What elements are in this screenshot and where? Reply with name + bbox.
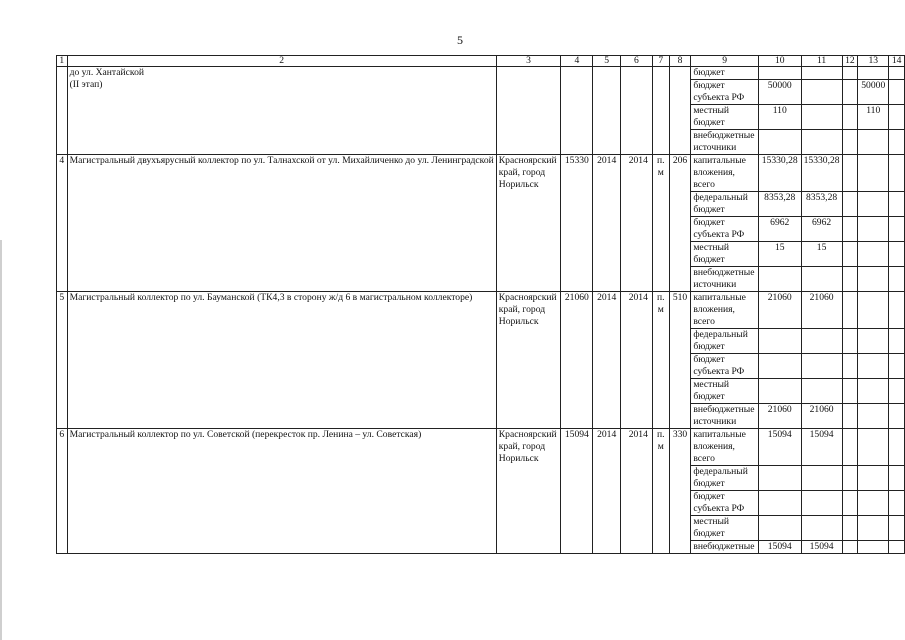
- value-col14: [889, 267, 905, 292]
- capacity: 15094: [561, 429, 593, 554]
- investment-table: [56, 55, 905, 554]
- capacity: 21060: [561, 292, 593, 429]
- quantity: 510: [669, 292, 691, 429]
- object-name: до ул. Хантайской (II этап): [67, 67, 496, 155]
- funding-source: местный бюджет: [691, 516, 759, 541]
- value-col13: [858, 192, 889, 217]
- start-year: 2014: [593, 292, 621, 429]
- value-col13: [858, 354, 889, 379]
- unit: п. м: [652, 292, 669, 429]
- value-col11: [801, 354, 842, 379]
- funding-source: местный бюджет: [691, 379, 759, 404]
- value-col13: [858, 429, 889, 466]
- funding-source: федеральный бюджет: [691, 466, 759, 491]
- value-col14: [889, 541, 905, 554]
- value-col10: [758, 130, 801, 155]
- funding-source: внебюджетные источники: [691, 404, 759, 429]
- quantity: 206: [669, 155, 691, 292]
- col-header: 9: [691, 56, 759, 67]
- start-year: 2014: [593, 155, 621, 292]
- value-col14: [889, 429, 905, 466]
- value-col11: [801, 105, 842, 130]
- value-col14: [889, 329, 905, 354]
- value-col10: 15: [758, 242, 801, 267]
- col-header: 2: [67, 56, 496, 67]
- value-col13: [858, 516, 889, 541]
- col-header: 1: [57, 56, 68, 67]
- value-col14: [889, 80, 905, 105]
- value-col14: [889, 354, 905, 379]
- value-col13: 50000: [858, 80, 889, 105]
- value-col13: [858, 541, 889, 554]
- funding-source: бюджет субъекта РФ: [691, 80, 759, 105]
- table-row: [57, 292, 905, 329]
- value-col13: [858, 130, 889, 155]
- value-col11: 15094: [801, 429, 842, 466]
- funding-source: капитальные вложения, всего: [691, 155, 759, 192]
- value-col11: [801, 67, 842, 80]
- object-name: Магистральный двухъярусный коллектор по ул. Талнахской от ул. Михайличенко до ул. Ленинградской: [67, 155, 496, 292]
- funding-source: капитальные вложения, всего: [691, 292, 759, 329]
- value-col11: 21060: [801, 404, 842, 429]
- value-col11: [801, 466, 842, 491]
- value-col10: 8353,28: [758, 192, 801, 217]
- value-col10: 6962: [758, 217, 801, 242]
- table-row: [57, 429, 905, 466]
- value-col12: [842, 541, 858, 554]
- col-header: 3: [496, 56, 561, 67]
- funding-source: внебюджетные: [691, 541, 759, 554]
- col-header: 6: [620, 56, 652, 67]
- funding-source: бюджет субъекта РФ: [691, 491, 759, 516]
- col-header: 13: [858, 56, 889, 67]
- item-number: [57, 67, 68, 155]
- value-col10: [758, 354, 801, 379]
- value-col10: [758, 379, 801, 404]
- value-col12: [842, 329, 858, 354]
- value-col11: 21060: [801, 292, 842, 329]
- value-col14: [889, 466, 905, 491]
- value-col14: [889, 379, 905, 404]
- end-year: 2014: [620, 429, 652, 554]
- unit: п. м: [652, 155, 669, 292]
- value-col13: [858, 242, 889, 267]
- funding-source: капитальные вложения, всего: [691, 429, 759, 466]
- value-col12: [842, 67, 858, 80]
- value-col14: [889, 217, 905, 242]
- value-col14: [889, 242, 905, 267]
- value-col14: [889, 130, 905, 155]
- value-col14: [889, 516, 905, 541]
- value-col13: [858, 404, 889, 429]
- value-col13: [858, 466, 889, 491]
- value-col11: [801, 130, 842, 155]
- value-col14: [889, 105, 905, 130]
- value-col10: 21060: [758, 404, 801, 429]
- value-col12: [842, 105, 858, 130]
- value-col11: [801, 329, 842, 354]
- funding-source: местный бюджет: [691, 242, 759, 267]
- col-header: 10: [758, 56, 801, 67]
- value-col11: 6962: [801, 217, 842, 242]
- col-header: 4: [561, 56, 593, 67]
- item-number: 4: [57, 155, 68, 292]
- value-col12: [842, 429, 858, 466]
- value-col12: [842, 354, 858, 379]
- funding-source: внебюджетные источники: [691, 130, 759, 155]
- value-col11: [801, 516, 842, 541]
- table-row: [57, 155, 905, 192]
- value-col10: 15094: [758, 541, 801, 554]
- end-year: 2014: [620, 292, 652, 429]
- value-col11: [801, 80, 842, 105]
- value-col11: [801, 491, 842, 516]
- item-number: 5: [57, 292, 68, 429]
- value-col12: [842, 217, 858, 242]
- funding-source: бюджет субъекта РФ: [691, 354, 759, 379]
- value-col10: 21060: [758, 292, 801, 329]
- value-col11: [801, 379, 842, 404]
- capacity: [561, 67, 593, 155]
- value-col12: [842, 267, 858, 292]
- value-col11: [801, 267, 842, 292]
- end-year: [620, 67, 652, 155]
- value-col12: [842, 516, 858, 541]
- start-year: [593, 67, 621, 155]
- value-col13: [858, 379, 889, 404]
- item-number: 6: [57, 429, 68, 554]
- value-col14: [889, 292, 905, 329]
- col-header: 5: [593, 56, 621, 67]
- object-name: Магистральный коллектор по ул. Бауманской (ТК4,3 в сторону ж/д 6 в магистральном коллекторе): [67, 292, 496, 429]
- value-col12: [842, 491, 858, 516]
- value-col12: [842, 242, 858, 267]
- value-col10: [758, 329, 801, 354]
- value-col12: [842, 466, 858, 491]
- location: Красноярский край, город Норильск: [496, 429, 561, 554]
- end-year: 2014: [620, 155, 652, 292]
- capacity: 15330: [561, 155, 593, 292]
- funding-source: внебюджетные источники: [691, 267, 759, 292]
- value-col10: 110: [758, 105, 801, 130]
- location: Красноярский край, город Норильск: [496, 155, 561, 292]
- value-col10: [758, 491, 801, 516]
- value-col11: 15094: [801, 541, 842, 554]
- location: [496, 67, 561, 155]
- object-name: Магистральный коллектор по ул. Советской (перекресток пр. Ленина – ул. Советская): [67, 429, 496, 554]
- value-col12: [842, 292, 858, 329]
- value-col12: [842, 130, 858, 155]
- value-col13: [858, 67, 889, 80]
- value-col12: [842, 379, 858, 404]
- quantity: 330: [669, 429, 691, 554]
- col-header: 7: [652, 56, 669, 67]
- page-number: 5: [457, 33, 463, 47]
- value-col12: [842, 404, 858, 429]
- location: Красноярский край, город Норильск: [496, 292, 561, 429]
- funding-source: бюджет: [691, 67, 759, 80]
- value-col12: [842, 80, 858, 105]
- value-col14: [889, 192, 905, 217]
- col-header: 11: [801, 56, 842, 67]
- value-col13: [858, 329, 889, 354]
- value-col10: [758, 466, 801, 491]
- unit: п. м: [652, 429, 669, 554]
- table-row: [57, 67, 905, 80]
- col-header: 12: [842, 56, 858, 67]
- value-col13: 110: [858, 105, 889, 130]
- funding-source: местный бюджет: [691, 105, 759, 130]
- funding-source: федеральный бюджет: [691, 329, 759, 354]
- value-col10: 50000: [758, 80, 801, 105]
- value-col10: 15094: [758, 429, 801, 466]
- value-col12: [842, 155, 858, 192]
- value-col14: [889, 491, 905, 516]
- value-col14: [889, 67, 905, 80]
- value-col11: 15: [801, 242, 842, 267]
- start-year: 2014: [593, 429, 621, 554]
- funding-source: федеральный бюджет: [691, 192, 759, 217]
- value-col12: [842, 192, 858, 217]
- value-col11: 8353,28: [801, 192, 842, 217]
- value-col10: [758, 67, 801, 80]
- value-col13: [858, 217, 889, 242]
- funding-source: бюджет субъекта РФ: [691, 217, 759, 242]
- value-col10: [758, 267, 801, 292]
- value-col13: [858, 267, 889, 292]
- value-col10: [758, 516, 801, 541]
- unit: [652, 67, 669, 155]
- col-header: 8: [669, 56, 691, 67]
- value-col14: [889, 404, 905, 429]
- value-col14: [889, 155, 905, 192]
- scan-edge-shadow: [0, 240, 2, 640]
- value-col11: 15330,28: [801, 155, 842, 192]
- value-col13: [858, 155, 889, 192]
- value-col13: [858, 292, 889, 329]
- col-header: 14: [889, 56, 905, 67]
- quantity: [669, 67, 691, 155]
- value-col13: [858, 491, 889, 516]
- column-number-row: [57, 56, 905, 67]
- value-col10: 15330,28: [758, 155, 801, 192]
